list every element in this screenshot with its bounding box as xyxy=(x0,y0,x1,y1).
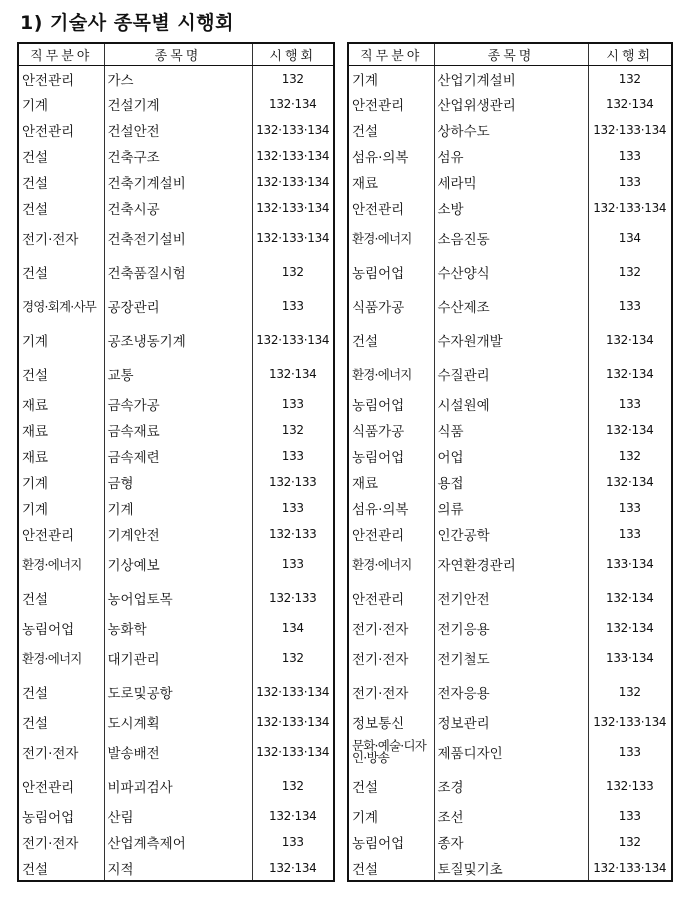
field-cell: 건설 xyxy=(18,581,104,615)
table-row xyxy=(348,521,672,547)
subject-cell: 공장관리 xyxy=(104,289,252,323)
table-row xyxy=(18,803,334,829)
subject-cell: 상하수도 xyxy=(434,117,588,143)
table-row xyxy=(18,641,334,675)
session-cell: 133 xyxy=(588,735,672,769)
field-cell: 안전관리 xyxy=(348,521,434,547)
session-cell: 132·133·134 xyxy=(252,195,334,221)
session-cell: 132·134 xyxy=(588,417,672,443)
subject-cell: 건축구조 xyxy=(104,143,252,169)
field-cell: 기계 xyxy=(348,803,434,829)
field-cell: 농림어업 xyxy=(348,443,434,469)
field-cell: 건설 xyxy=(18,675,104,709)
session-cell: 133 xyxy=(588,495,672,521)
session-cell: 132·134 xyxy=(588,469,672,495)
field-cell: 전기·전자 xyxy=(18,221,104,255)
subject-cell: 가스 xyxy=(104,66,252,92)
subject-cell: 조경 xyxy=(434,769,588,803)
table-row xyxy=(348,675,672,709)
session-cell: 133 xyxy=(588,289,672,323)
subject-cell: 수산양식 xyxy=(434,255,588,289)
session-cell: 133 xyxy=(588,803,672,829)
subject-cell: 정보관리 xyxy=(434,709,588,735)
session-cell: 132·134 xyxy=(252,803,334,829)
field-cell: 안전관리 xyxy=(18,66,104,92)
table-row xyxy=(18,675,334,709)
subject-cell: 금속가공 xyxy=(104,391,252,417)
table-row xyxy=(348,391,672,417)
session-cell: 133 xyxy=(252,443,334,469)
session-cell: 132·133·134 xyxy=(252,675,334,709)
session-cell: 133·134 xyxy=(588,547,672,581)
field-cell: 재료 xyxy=(18,443,104,469)
field-cell: 농림어업 xyxy=(348,391,434,417)
session-cell: 132·133·134 xyxy=(588,855,672,881)
session-cell: 134 xyxy=(588,221,672,255)
header-session: 시행회 xyxy=(252,43,334,66)
session-cell: 132 xyxy=(252,255,334,289)
field-cell: 재료 xyxy=(18,391,104,417)
subject-cell: 시설원예 xyxy=(434,391,588,417)
field-cell: 기계 xyxy=(348,66,434,92)
table-row xyxy=(18,289,334,323)
subject-cell: 토질및기초 xyxy=(434,855,588,881)
table-row xyxy=(18,469,334,495)
subject-cell: 산업위생관리 xyxy=(434,91,588,117)
field-cell: 환경·에너지 xyxy=(18,547,104,581)
subject-cell: 산업계측제어 xyxy=(104,829,252,855)
session-cell: 132·134 xyxy=(252,855,334,881)
table-row xyxy=(348,417,672,443)
session-cell: 132·133·134 xyxy=(252,169,334,195)
field-cell: 환경·에너지 xyxy=(18,641,104,675)
session-cell: 133 xyxy=(588,521,672,547)
table-row xyxy=(18,66,334,92)
header-field: 직무분야 xyxy=(18,43,104,66)
session-cell: 132·134 xyxy=(588,357,672,391)
table-row xyxy=(18,581,334,615)
field-cell: 건설 xyxy=(18,195,104,221)
subject-cell: 소음진동 xyxy=(434,221,588,255)
subject-cell: 인간공학 xyxy=(434,521,588,547)
subject-cell: 건설기계 xyxy=(104,91,252,117)
session-cell: 132·133 xyxy=(588,769,672,803)
field-cell: 건설 xyxy=(348,855,434,881)
subject-cell: 건축전기설비 xyxy=(104,221,252,255)
session-cell: 133 xyxy=(588,169,672,195)
header-field: 직무분야 xyxy=(348,43,434,66)
session-cell: 133 xyxy=(252,289,334,323)
session-cell: 133 xyxy=(588,143,672,169)
table-row xyxy=(18,829,334,855)
table-row xyxy=(18,91,334,117)
table-row xyxy=(18,769,334,803)
field-cell: 건설 xyxy=(18,855,104,881)
header-subject: 종목명 xyxy=(104,43,252,66)
field-cell: 건설 xyxy=(348,323,434,357)
field-cell: 안전관리 xyxy=(18,117,104,143)
session-cell: 132·133·134 xyxy=(252,117,334,143)
subject-cell: 수질관리 xyxy=(434,357,588,391)
session-cell: 132·133·134 xyxy=(252,323,334,357)
subject-cell: 용접 xyxy=(434,469,588,495)
field-cell: 안전관리 xyxy=(18,521,104,547)
subject-cell: 지적 xyxy=(104,855,252,881)
session-cell: 132·134 xyxy=(252,91,334,117)
table-row xyxy=(18,357,334,391)
field-cell: 환경·에너지 xyxy=(348,547,434,581)
subject-cell: 전기안전 xyxy=(434,581,588,615)
table-row xyxy=(348,66,672,92)
table-row xyxy=(348,709,672,735)
field-cell: 경영·회계·사무 xyxy=(18,289,104,323)
field-cell: 전기·전자 xyxy=(348,641,434,675)
table-row xyxy=(348,547,672,581)
table-row xyxy=(18,443,334,469)
table-row xyxy=(348,495,672,521)
field-cell: 기계 xyxy=(18,469,104,495)
subject-cell: 수자원개발 xyxy=(434,323,588,357)
subject-cell: 조선 xyxy=(434,803,588,829)
exam-table-right xyxy=(347,42,673,882)
session-cell: 132 xyxy=(252,66,334,92)
subject-cell: 건설안전 xyxy=(104,117,252,143)
subject-cell: 공조냉동기계 xyxy=(104,323,252,357)
table-row xyxy=(348,323,672,357)
header-subject: 종목명 xyxy=(434,43,588,66)
field-cell: 전기·전자 xyxy=(18,735,104,769)
subject-cell: 세라믹 xyxy=(434,169,588,195)
subject-cell: 산업기계설비 xyxy=(434,66,588,92)
page-title: 1) 기술사 종목별 시행회 xyxy=(20,12,234,34)
session-cell: 132·134 xyxy=(588,615,672,641)
table-row xyxy=(348,443,672,469)
session-cell: 132·133 xyxy=(252,521,334,547)
table-row xyxy=(348,289,672,323)
field-cell: 전기·전자 xyxy=(18,829,104,855)
table-row xyxy=(18,615,334,641)
table-row xyxy=(18,169,334,195)
field-cell: 농림어업 xyxy=(18,615,104,641)
session-cell: 133 xyxy=(588,391,672,417)
subject-cell: 발송배전 xyxy=(104,735,252,769)
session-cell: 132·133 xyxy=(252,469,334,495)
table-row xyxy=(18,417,334,443)
table-row xyxy=(18,521,334,547)
session-cell: 132 xyxy=(252,769,334,803)
table-row xyxy=(18,391,334,417)
table-header-row xyxy=(348,43,672,66)
session-cell: 133 xyxy=(252,391,334,417)
table-row xyxy=(348,581,672,615)
session-cell: 132 xyxy=(588,66,672,92)
field-cell: 기계 xyxy=(18,495,104,521)
field-cell: 재료 xyxy=(348,469,434,495)
subject-cell: 도시계획 xyxy=(104,709,252,735)
field-cell: 문화·예술·디자인·방송 xyxy=(348,735,434,769)
table-row xyxy=(348,469,672,495)
subject-cell: 섬유 xyxy=(434,143,588,169)
subject-cell: 기계 xyxy=(104,495,252,521)
table-header-row xyxy=(18,43,334,66)
field-cell: 안전관리 xyxy=(348,91,434,117)
field-cell: 식품가공 xyxy=(348,417,434,443)
field-cell: 섬유·의복 xyxy=(348,143,434,169)
field-cell: 전기·전자 xyxy=(348,675,434,709)
table-row xyxy=(348,615,672,641)
subject-cell: 식품 xyxy=(434,417,588,443)
table-row xyxy=(18,221,334,255)
field-cell: 건설 xyxy=(348,117,434,143)
subject-cell: 의류 xyxy=(434,495,588,521)
table-row xyxy=(348,169,672,195)
field-cell: 안전관리 xyxy=(348,195,434,221)
field-cell: 건설 xyxy=(18,143,104,169)
session-cell: 133 xyxy=(252,495,334,521)
subject-cell: 제품디자인 xyxy=(434,735,588,769)
session-cell: 134 xyxy=(252,615,334,641)
field-cell: 기계 xyxy=(18,91,104,117)
subject-cell: 건축시공 xyxy=(104,195,252,221)
field-cell: 건설 xyxy=(18,357,104,391)
session-cell: 132·134 xyxy=(252,357,334,391)
session-cell: 132·134 xyxy=(588,581,672,615)
field-cell: 건설 xyxy=(18,255,104,289)
session-cell: 132 xyxy=(252,417,334,443)
session-cell: 132 xyxy=(588,443,672,469)
subject-cell: 도로및공항 xyxy=(104,675,252,709)
subject-cell: 기상예보 xyxy=(104,547,252,581)
field-cell: 환경·에너지 xyxy=(348,221,434,255)
field-cell: 환경·에너지 xyxy=(348,357,434,391)
session-cell: 132·133 xyxy=(252,581,334,615)
subject-cell: 건축품질시험 xyxy=(104,255,252,289)
field-cell: 안전관리 xyxy=(18,769,104,803)
session-cell: 133 xyxy=(252,829,334,855)
table-row xyxy=(348,195,672,221)
session-cell: 132·134 xyxy=(588,91,672,117)
session-cell: 132·133·134 xyxy=(588,195,672,221)
table-row xyxy=(18,855,334,881)
table-row xyxy=(348,641,672,675)
subject-cell: 농화학 xyxy=(104,615,252,641)
field-cell: 정보통신 xyxy=(348,709,434,735)
subject-cell: 농어업토목 xyxy=(104,581,252,615)
subject-cell: 금속재료 xyxy=(104,417,252,443)
session-cell: 132·133·134 xyxy=(588,117,672,143)
table-row xyxy=(348,735,672,769)
subject-cell: 수산제조 xyxy=(434,289,588,323)
table-row xyxy=(18,547,334,581)
field-cell: 전기·전자 xyxy=(348,615,434,641)
table-row xyxy=(18,495,334,521)
session-cell: 132·134 xyxy=(588,323,672,357)
session-cell: 132·133·134 xyxy=(252,735,334,769)
subject-cell: 금형 xyxy=(104,469,252,495)
table-row xyxy=(348,855,672,881)
subject-cell: 전자응용 xyxy=(434,675,588,709)
field-cell: 건설 xyxy=(18,169,104,195)
field-cell: 건설 xyxy=(18,709,104,735)
session-cell: 132 xyxy=(588,675,672,709)
session-cell: 132 xyxy=(252,641,334,675)
field-cell: 식품가공 xyxy=(348,289,434,323)
subject-cell: 종자 xyxy=(434,829,588,855)
session-cell: 132 xyxy=(588,255,672,289)
field-cell: 농림어업 xyxy=(348,255,434,289)
field-cell: 기계 xyxy=(18,323,104,357)
subject-cell: 대기관리 xyxy=(104,641,252,675)
field-cell: 안전관리 xyxy=(348,581,434,615)
table-row xyxy=(348,769,672,803)
table-row xyxy=(18,143,334,169)
table-row xyxy=(18,735,334,769)
subject-cell: 건축기계설비 xyxy=(104,169,252,195)
table-row xyxy=(18,709,334,735)
subject-cell: 소방 xyxy=(434,195,588,221)
subject-cell: 교통 xyxy=(104,357,252,391)
header-session: 시행회 xyxy=(588,43,672,66)
table-row xyxy=(348,255,672,289)
table-row xyxy=(348,829,672,855)
subject-cell: 전기철도 xyxy=(434,641,588,675)
field-cell: 재료 xyxy=(348,169,434,195)
table-row xyxy=(348,803,672,829)
subject-cell: 어업 xyxy=(434,443,588,469)
session-cell: 132·133·134 xyxy=(252,709,334,735)
session-cell: 132·133·134 xyxy=(588,709,672,735)
subject-cell: 산림 xyxy=(104,803,252,829)
session-cell: 132 xyxy=(588,829,672,855)
field-cell: 농림어업 xyxy=(348,829,434,855)
field-cell: 농림어업 xyxy=(18,803,104,829)
session-cell: 133·134 xyxy=(588,641,672,675)
field-cell: 건설 xyxy=(348,769,434,803)
table-row xyxy=(18,195,334,221)
subject-cell: 전기응용 xyxy=(434,615,588,641)
table-row xyxy=(348,91,672,117)
table-row xyxy=(18,117,334,143)
table-row xyxy=(18,255,334,289)
table-row xyxy=(348,117,672,143)
table-row xyxy=(18,323,334,357)
field-cell: 섬유·의복 xyxy=(348,495,434,521)
exam-table-left xyxy=(17,42,335,882)
field-cell: 재료 xyxy=(18,417,104,443)
subject-cell: 비파괴검사 xyxy=(104,769,252,803)
session-cell: 132·133·134 xyxy=(252,221,334,255)
subject-cell: 금속제련 xyxy=(104,443,252,469)
table-row xyxy=(348,143,672,169)
session-cell: 133 xyxy=(252,547,334,581)
table-row xyxy=(348,221,672,255)
subject-cell: 기계안전 xyxy=(104,521,252,547)
subject-cell: 자연환경관리 xyxy=(434,547,588,581)
table-row xyxy=(348,357,672,391)
session-cell: 132·133·134 xyxy=(252,143,334,169)
